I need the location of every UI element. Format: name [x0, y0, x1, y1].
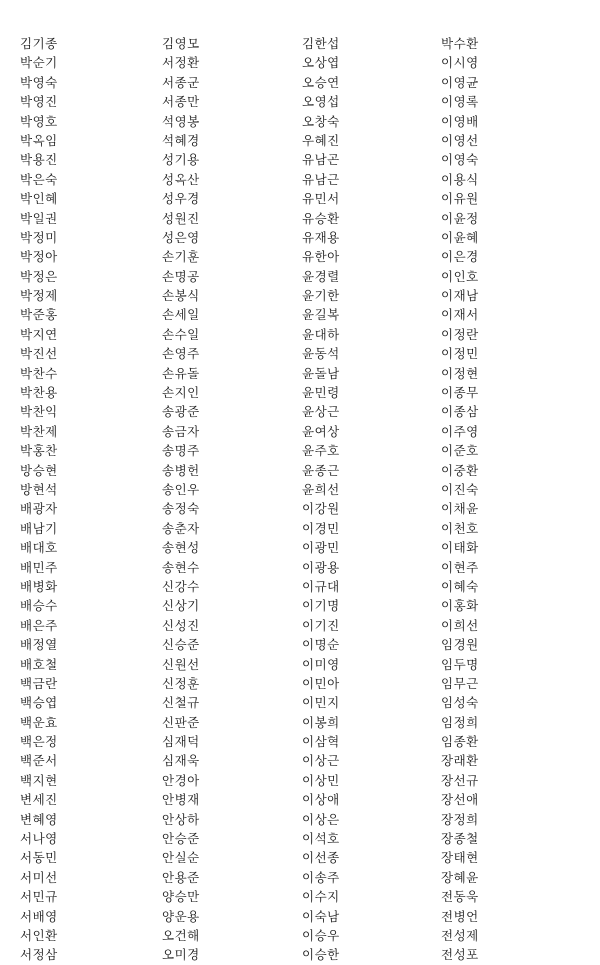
name-cell: 이봉희 [302, 714, 340, 730]
name-cell: 박옥임 [20, 132, 58, 148]
name-cell: 이정현 [441, 365, 479, 381]
name-cell: 서종만 [162, 94, 200, 110]
name-cell: 이상애 [302, 792, 340, 808]
name-cell: 이진숙 [441, 481, 479, 497]
name-cell: 양승만 [162, 889, 200, 905]
name-cell: 이기진 [302, 617, 340, 633]
name-cell: 박인혜 [20, 191, 58, 207]
name-cell: 안경아 [162, 772, 200, 788]
name-cell: 안상하 [162, 811, 200, 827]
name-cell: 윤돌남 [302, 365, 340, 381]
name-cell: 이은경 [441, 249, 479, 265]
name-cell: 윤종근 [302, 462, 340, 478]
name-cell: 배광자 [20, 501, 58, 517]
name-cell: 이상민 [302, 772, 340, 788]
name-cell: 이규대 [302, 578, 340, 594]
name-cell: 배병화 [20, 578, 58, 594]
name-cell: 심재욱 [162, 753, 200, 769]
name-cell: 우혜진 [302, 132, 340, 148]
name-cell: 임두명 [441, 656, 479, 672]
name-cell: 서나영 [20, 831, 58, 847]
name-cell: 오승연 [302, 74, 340, 90]
name-cell: 윤상근 [302, 404, 340, 420]
name-cell: 이영균 [441, 74, 479, 90]
name-cell: 이삼혁 [302, 734, 340, 750]
name-cell: 성원진 [162, 210, 200, 226]
name-cell: 이재남 [441, 288, 479, 304]
name-cell: 성기용 [162, 152, 200, 168]
name-cell: 안용준 [162, 869, 200, 885]
name-cell: 박영숙 [20, 74, 58, 90]
name-cell: 김영모 [162, 36, 200, 51]
name-cell: 김한섭 [302, 36, 340, 51]
name-cell: 안실순 [162, 850, 200, 866]
name-cell: 이기명 [302, 598, 340, 614]
name-cell: 백금란 [20, 675, 58, 691]
name-cell: 이정란 [441, 326, 479, 342]
name-cell: 이송주 [302, 869, 340, 885]
name-cell: 송춘자 [162, 520, 200, 536]
name-cell: 양운용 [162, 908, 200, 924]
name-cell: 신상기 [162, 598, 200, 614]
name-cell: 변혜영 [20, 811, 58, 827]
name-cell: 신승준 [162, 637, 200, 653]
name-cell: 서미선 [20, 869, 58, 885]
name-cell: 임무근 [441, 675, 479, 691]
name-cell: 서배영 [20, 908, 58, 924]
name-cell: 이종삼 [441, 404, 479, 420]
name-cell: 이영선 [441, 132, 479, 148]
name-cell: 이영배 [441, 113, 479, 129]
name-cell: 이광민 [302, 540, 340, 556]
name-cell: 윤희선 [302, 481, 340, 497]
name-cell: 서인환 [20, 927, 58, 943]
name-cell: 윤경렬 [302, 268, 340, 284]
name-cell: 임성숙 [441, 695, 479, 711]
name-cell: 박준홍 [20, 307, 58, 323]
name-cell: 윤주호 [302, 443, 340, 459]
name-cell: 백은정 [20, 734, 58, 750]
name-cell: 이윤혜 [441, 229, 479, 245]
name-cell: 이현주 [441, 559, 479, 575]
name-cell: 이종무 [441, 385, 479, 401]
name-cell: 이정민 [441, 346, 479, 362]
name-cell: 서정환 [162, 55, 200, 71]
name-cell: 임정희 [441, 714, 479, 730]
name-cell: 이주영 [441, 423, 479, 439]
name-cell: 백운효 [20, 714, 58, 730]
name-cell: 송정숙 [162, 501, 200, 517]
name-cell: 이숙남 [302, 908, 340, 924]
name-cell: 서동민 [20, 850, 58, 866]
name-cell: 손유돌 [162, 365, 200, 381]
name-cell: 송인우 [162, 481, 200, 497]
name-cell: 박찬익 [20, 404, 58, 420]
name-cell: 변세진 [20, 792, 58, 808]
name-cell: 박용진 [20, 152, 58, 168]
name-cell: 신원선 [162, 656, 200, 672]
name-cell: 전동욱 [441, 889, 479, 905]
name-cell: 오창숙 [302, 113, 340, 129]
name-cell: 임경원 [441, 637, 479, 653]
name-cell: 유한아 [302, 249, 340, 265]
name-cell: 성옥산 [162, 171, 200, 187]
name-cell: 신판준 [162, 714, 200, 730]
name-cell: 윤동석 [302, 346, 340, 362]
name-cell: 손명공 [162, 268, 200, 284]
name-cell: 심재덕 [162, 734, 200, 750]
name-cell: 이인호 [441, 268, 479, 284]
name-cell: 신정훈 [162, 675, 200, 691]
name-cell: 장선규 [441, 772, 479, 788]
name-cell: 방승현 [20, 462, 58, 478]
name-cell: 박영진 [20, 94, 58, 110]
name-cell: 이혜숙 [441, 578, 479, 594]
name-cell: 이승한 [302, 947, 340, 963]
name-cell: 성우경 [162, 191, 200, 207]
name-cell: 임종환 [441, 734, 479, 750]
name-cell: 손영주 [162, 346, 200, 362]
name-cell: 이석호 [302, 831, 340, 847]
name-cell: 김기종 [20, 36, 58, 51]
name-cell: 박진선 [20, 346, 58, 362]
name-cell: 안병재 [162, 792, 200, 808]
name-cell: 박일권 [20, 210, 58, 226]
name-cell: 박은숙 [20, 171, 58, 187]
name-cell: 송현수 [162, 559, 200, 575]
name-cell: 박정은 [20, 268, 58, 284]
name-cell: 이윤정 [441, 210, 479, 226]
name-cell: 방현석 [20, 481, 58, 497]
name-cell: 이태화 [441, 540, 479, 556]
name-cell: 이승우 [302, 927, 340, 943]
name-cell: 이홍화 [441, 598, 479, 614]
name-cell: 유남곤 [302, 152, 340, 168]
name-cell: 배민주 [20, 559, 58, 575]
name-cell: 서정삼 [20, 947, 58, 963]
name-cell: 윤길복 [302, 307, 340, 323]
name-cell: 이천호 [441, 520, 479, 536]
name-cell: 배승수 [20, 598, 58, 614]
name-cell: 신철규 [162, 695, 200, 711]
name-cell: 이상은 [302, 811, 340, 827]
name-cell: 장태현 [441, 850, 479, 866]
name-cell: 박순기 [20, 55, 58, 71]
name-cell: 오영섭 [302, 94, 340, 110]
name-cell: 이희선 [441, 617, 479, 633]
name-cell: 손봉식 [162, 288, 200, 304]
name-cell: 송현성 [162, 540, 200, 556]
name-cell: 전병언 [441, 908, 479, 924]
name-cell: 신강수 [162, 578, 200, 594]
name-cell: 유민서 [302, 191, 340, 207]
name-cell: 손세일 [162, 307, 200, 323]
name-cell: 장선애 [441, 792, 479, 808]
name-cell: 서종군 [162, 74, 200, 90]
name-cell: 오미경 [162, 947, 200, 963]
name-cell: 서민규 [20, 889, 58, 905]
name-cell: 이상근 [302, 753, 340, 769]
name-cell: 이영록 [441, 94, 479, 110]
name-cell: 이시영 [441, 55, 479, 71]
name-cell: 이수지 [302, 889, 340, 905]
name-cell: 송병헌 [162, 462, 200, 478]
name-cell: 윤민령 [302, 385, 340, 401]
name-cell: 이미영 [302, 656, 340, 672]
name-cell: 박수환 [441, 36, 479, 51]
name-cell: 이유원 [441, 191, 479, 207]
name-cell: 백지현 [20, 772, 58, 788]
name-cell: 장래환 [441, 753, 479, 769]
name-cell: 백준서 [20, 753, 58, 769]
name-cell: 박홍찬 [20, 443, 58, 459]
name-cell: 장정희 [441, 811, 479, 827]
name-cell: 박정미 [20, 229, 58, 245]
name-cell: 윤기한 [302, 288, 340, 304]
name-cell: 성은영 [162, 229, 200, 245]
name-cell: 유남근 [302, 171, 340, 187]
name-cell: 이민아 [302, 675, 340, 691]
name-cell: 백승엽 [20, 695, 58, 711]
name-cell: 배남기 [20, 520, 58, 536]
name-cell: 오상엽 [302, 55, 340, 71]
name-cell: 안승준 [162, 831, 200, 847]
name-cell: 박정아 [20, 249, 58, 265]
name-cell: 이강원 [302, 501, 340, 517]
name-cell: 박찬용 [20, 385, 58, 401]
name-cell: 윤대하 [302, 326, 340, 342]
name-cell: 송광준 [162, 404, 200, 420]
name-cell: 이영숙 [441, 152, 479, 168]
name-cell: 송명주 [162, 443, 200, 459]
name-cell: 이광용 [302, 559, 340, 575]
name-cell: 오건해 [162, 927, 200, 943]
name-cell: 윤여상 [302, 423, 340, 439]
name-cell: 박정제 [20, 288, 58, 304]
name-cell: 석혜경 [162, 132, 200, 148]
name-cell: 배대호 [20, 540, 58, 556]
name-cell: 신성진 [162, 617, 200, 633]
name-cell: 유재용 [302, 229, 340, 245]
name-cell: 박영호 [20, 113, 58, 129]
name-cell: 전성제 [441, 927, 479, 943]
name-cell: 이재서 [441, 307, 479, 323]
name-cell: 이준호 [441, 443, 479, 459]
name-cell: 손수일 [162, 326, 200, 342]
name-cell: 장종철 [441, 831, 479, 847]
name-cell: 장혜윤 [441, 869, 479, 885]
name-cell: 박찬수 [20, 365, 58, 381]
name-cell: 이채윤 [441, 501, 479, 517]
name-cell: 송금자 [162, 423, 200, 439]
name-cell: 손지인 [162, 385, 200, 401]
name-cell: 손기훈 [162, 249, 200, 265]
name-cell: 이용식 [441, 171, 479, 187]
name-cell: 박지연 [20, 326, 58, 342]
name-list-table [20, 34, 590, 965]
name-cell: 유승환 [302, 210, 340, 226]
name-cell: 이중환 [441, 462, 479, 478]
name-cell: 박찬제 [20, 423, 58, 439]
name-cell: 이민지 [302, 695, 340, 711]
name-cell: 석영봉 [162, 113, 200, 129]
name-cell: 배호철 [20, 656, 58, 672]
name-cell: 이경민 [302, 520, 340, 536]
name-cell: 배정열 [20, 637, 58, 653]
name-cell: 전성포 [441, 947, 479, 963]
name-cell: 이명순 [302, 637, 340, 653]
name-cell: 이선종 [302, 850, 340, 866]
name-cell: 배은주 [20, 617, 58, 633]
